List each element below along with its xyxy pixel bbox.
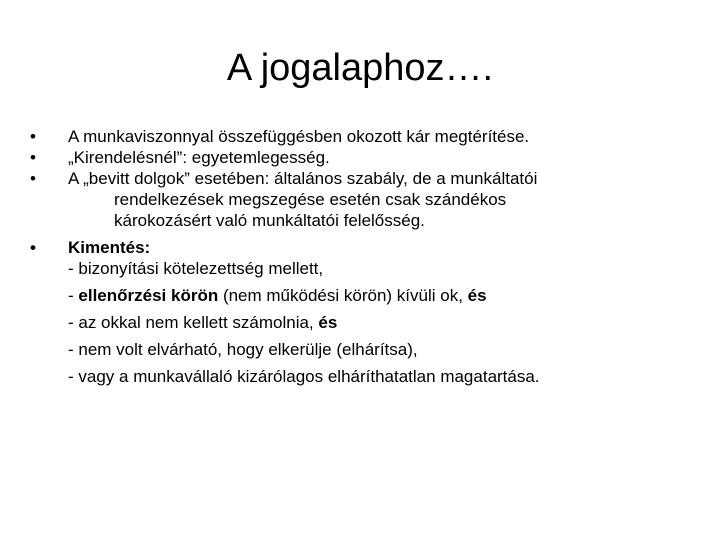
kimentes-line-3 [28,312,698,333]
bullet-2: • „Kirendelésnél”: egyetemlegesség. [28,147,698,168]
kimentes-line-2-end-bold: és [467,286,487,305]
bullet-3-line-3: károkozásért való munkáltatói felelősség. [114,211,425,230]
kimentes-line-3-bold: és [318,313,338,332]
bullet-3-line-2: rendelkezések megszegése esetén csak szándékos [114,190,507,209]
kimentes-line-2 [28,285,698,306]
kimentes-line-5: - vagy a munkavállaló kizárólagos elháríthatatlan magatartása. [68,367,540,386]
bullet-4-kimentes-label: • Kimentés: [28,237,698,258]
kimentes-line-2-bold: ellenőrzési körön [78,286,219,305]
kimentes-line-2-rest: (nem működési körön) kívüli ok, [218,286,468,305]
kimentes-line-4: - nem volt elvárható, hogy elkerülje (elhárítsa), [68,340,418,359]
kimentes-line-2-prefix: - [68,286,79,305]
kimentes-line-3-text: - az okkal nem kellett számolnia, [68,313,319,332]
bullet-3-line-1: • A „bevitt dolgok” esetében: általános szabály, de a munkáltatói [68,169,538,188]
bullet-3 [28,168,698,189]
kimentes-line-1: - bizonyítási kötelezettség mellett, [68,259,324,278]
slide-content [28,126,698,387]
bullet-1: • A munkaviszonnyal összefüggésben okozott kár megtérítése. [28,126,698,147]
slide-title: A jogalaphoz…. [226,47,494,89]
